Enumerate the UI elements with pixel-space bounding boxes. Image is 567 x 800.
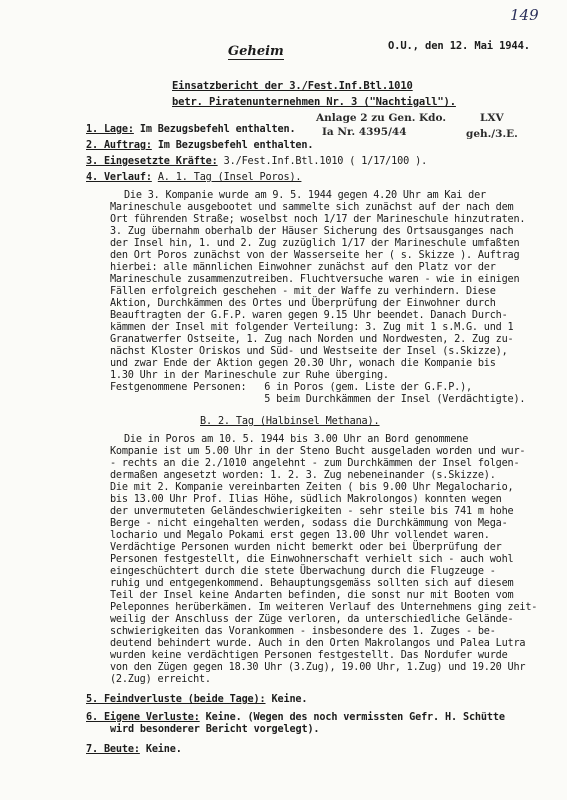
day2-line: deutend behindert wurde. Auch in den Orten Makrolangos und Palea Lutra [110,638,526,649]
section-7-label: 7. Beute: [86,744,140,755]
day2-line: - rechts an die 2./1010 angelehnt - zum Durchkämmen der Insel folgen- [110,458,520,469]
day2-line: Teil der Insel keine Andarten befinden, die sonst nur mit Booten vom [110,590,514,601]
day2-line: ruhig und entgegenkommend. Behauptungsgemäss sollten sich auf diesem [110,578,514,589]
day1-line: und zwar Ende der Aktion gegen 20.30 Uhr, wonach die Kompanie bis [110,358,496,369]
stamp-line-1: Anlage 2 zu Gen. Kdo. [316,112,446,124]
day2-line: von den Zügen gegen 18.30 Uhr (3.Zug), 19.00 Uhr, 1.Zug) und 19.20 Uhr [110,662,526,673]
section-4-label: 4. Verlauf: [86,172,152,183]
section-6-text: Keine. (Wegen des noch vermissten Gefr. H. Schütte [205,712,505,723]
classification-mark: Geheim [228,44,284,59]
page-number: 149 [510,6,539,24]
day2-line: Personen festgestellt, die Einwohnerschaft verhielt sich - auch wohl [110,554,514,565]
section-2 [86,140,313,152]
day2-line: Die in Poros am 10. 5. 1944 bis 3.00 Uhr an Bord genommene [124,434,469,445]
day1-line: 3. Zug übernahm oberhalb der Häuser Sicherung des Ortsausganges nach [110,226,514,237]
day1-line: Granatwerfer Ostseite, 1. Zug nach Norden und Nordwesten, 2. Zug zu- [110,334,514,345]
day1-line: 5 beim Durchkämmen der Insel (Verdächtigte). [110,394,526,405]
day1-line: 1.30 Uhr in der Marineschule zur Ruhe überging. [110,370,389,381]
day1-line: Festgenommene Personen: 6 in Poros (gem. Liste der G.F.P.), [110,382,472,393]
day2-line: bis 13.00 Uhr Prof. Ilias Höhe, südlich Makrolongos) konnten wegen [110,494,502,505]
day1-line: Ort führenden Straße; woselbst noch 1/17 der Marineschule hinzutraten. [110,214,526,225]
section-1 [86,124,295,136]
section-6-continuation: wird besonderer Bericht vorgelegt). [110,724,320,735]
day2-line: der unvermuteten Geländeschwierigkeiten - sehr steile bis 741 m hohe [110,506,514,517]
day1-line: kämmen der Insel mit folgender Verteilung: 3. Zug mit 1 s.M.G. und 1 [110,322,514,333]
day2-line: weilig der Anschluss der Züge verloren, da unterschiedliche Gelände- [110,614,514,625]
day1-line: Die 3. Kompanie wurde am 9. 5. 1944 gegen 4.20 Uhr am Kai der [124,190,486,201]
day2-line: eingeschüchtert durch die stete Überwachung durch die Flugzeuge - [110,566,496,577]
day1-line: Fällen erfolgreich geschehen - mit der Waffe zu verhindern. Diese [110,286,496,297]
day1-line: Marineschule ausgebootet und sammelte sich zunächst auf der nach dem [110,202,514,213]
section-5 [86,694,307,706]
stamp-roman: LXV [480,112,504,124]
section-5-text: Keine. [271,694,308,705]
section-5-label: 5. Feindverluste (beide Tage): [86,694,266,705]
day2-heading: B. 2. Tag (Halbinsel Methana). [200,416,380,427]
section-7-text: Keine. [145,744,182,755]
section-2-text: Im Bezugsbefehl enthalten. [157,140,314,151]
section-6 [86,712,505,724]
day2-line: (2.Zug) erreicht. [110,674,211,685]
day2-line: Peleponnes herüberkämen. Im weiteren Verlauf des Unternehmens ging zeit- [110,602,538,613]
section-1-text: Im Bezugsbefehl enthalten. [139,124,296,135]
section-1-label: 1. Lage: [86,124,134,135]
section-4-text: A. 1. Tag (Insel Poros). [157,172,302,183]
day2-line: Die mit 2. Kompanie vereinbarten Zeiten ( bis 9.00 Uhr Megalochario, [110,482,514,493]
report-title: Einsatzbericht der 3./Fest.Inf.Btl.1010 [172,80,413,92]
day2-line: Berge - nicht eingehalten werden, sodass die Durchkämmung von Mega- [110,518,508,529]
section-4 [86,172,301,184]
day1-line: der Insel hin, 1. und 2. Zug zuzüglich 1/17 der Marineschule umfaßten [110,238,520,249]
stamp-line-2: Ia Nr. 4395/44 [322,126,407,138]
section-3-text: 3./Fest.Inf.Btl.1010 ( 1/17/100 ). [223,156,428,167]
stamp-geh: geh./3.E. [466,128,518,140]
day1-line: Marineschule zusammenzutreiben. Fluchtversuche waren - wie in einigen [110,274,520,285]
section-3 [86,156,427,168]
day2-line: wurden keine verdächtigen Personen festgestellt. Das Nordufer wurde [110,650,508,661]
section-2-label: 2. Auftrag: [86,140,152,151]
section-7 [86,744,182,756]
day2-line: Verdächtige Personen wurden nicht bemerkt oder bei Überprüfung der [110,542,502,553]
report-subtitle: betr. Piratenunternehmen Nr. 3 ("Nachtigall"). [172,96,456,108]
place-date: O.U., den 12. Mai 1944. [388,40,530,52]
day1-line: hierbei: alle männlichen Einwohner zunächst auf den Platz vor der [110,262,496,273]
day2-line: dermaßen angesetzt worden: 1. 2. 3. Zug nebeneinander (s.Skizze). [110,470,496,481]
day1-line: Aktion, Durchkämmen des Ortes und Überprüfung der Einwohner durch [110,298,496,309]
day1-line: Beauftragten der G.F.P. waren gegen 9.15 Uhr beendet. Danach Durch- [110,310,508,321]
section-6-label: 6. Eigene Verluste: [86,712,200,723]
day2-line: schwierigkeiten das Vorankommen - insbesondere des 1. Zuges - be- [110,626,496,637]
day1-line: nächst Kloster Oriskos und Süd- und Westseite der Insel (s.Skizze), [110,346,508,357]
day2-line: lochario und Megalo Pokami erst gegen 13.00 Uhr vollendet waren. [110,530,490,541]
day2-line: Kompanie ist um 5.00 Uhr in der Steno Bucht ausgeladen worden und wur- [110,446,526,457]
section-3-label: 3. Eingesetzte Kräfte: [86,156,218,167]
day1-line: den Ort Poros zunächst von der Wasserseite her ( s. Skizze ). Auftrag [110,250,520,261]
